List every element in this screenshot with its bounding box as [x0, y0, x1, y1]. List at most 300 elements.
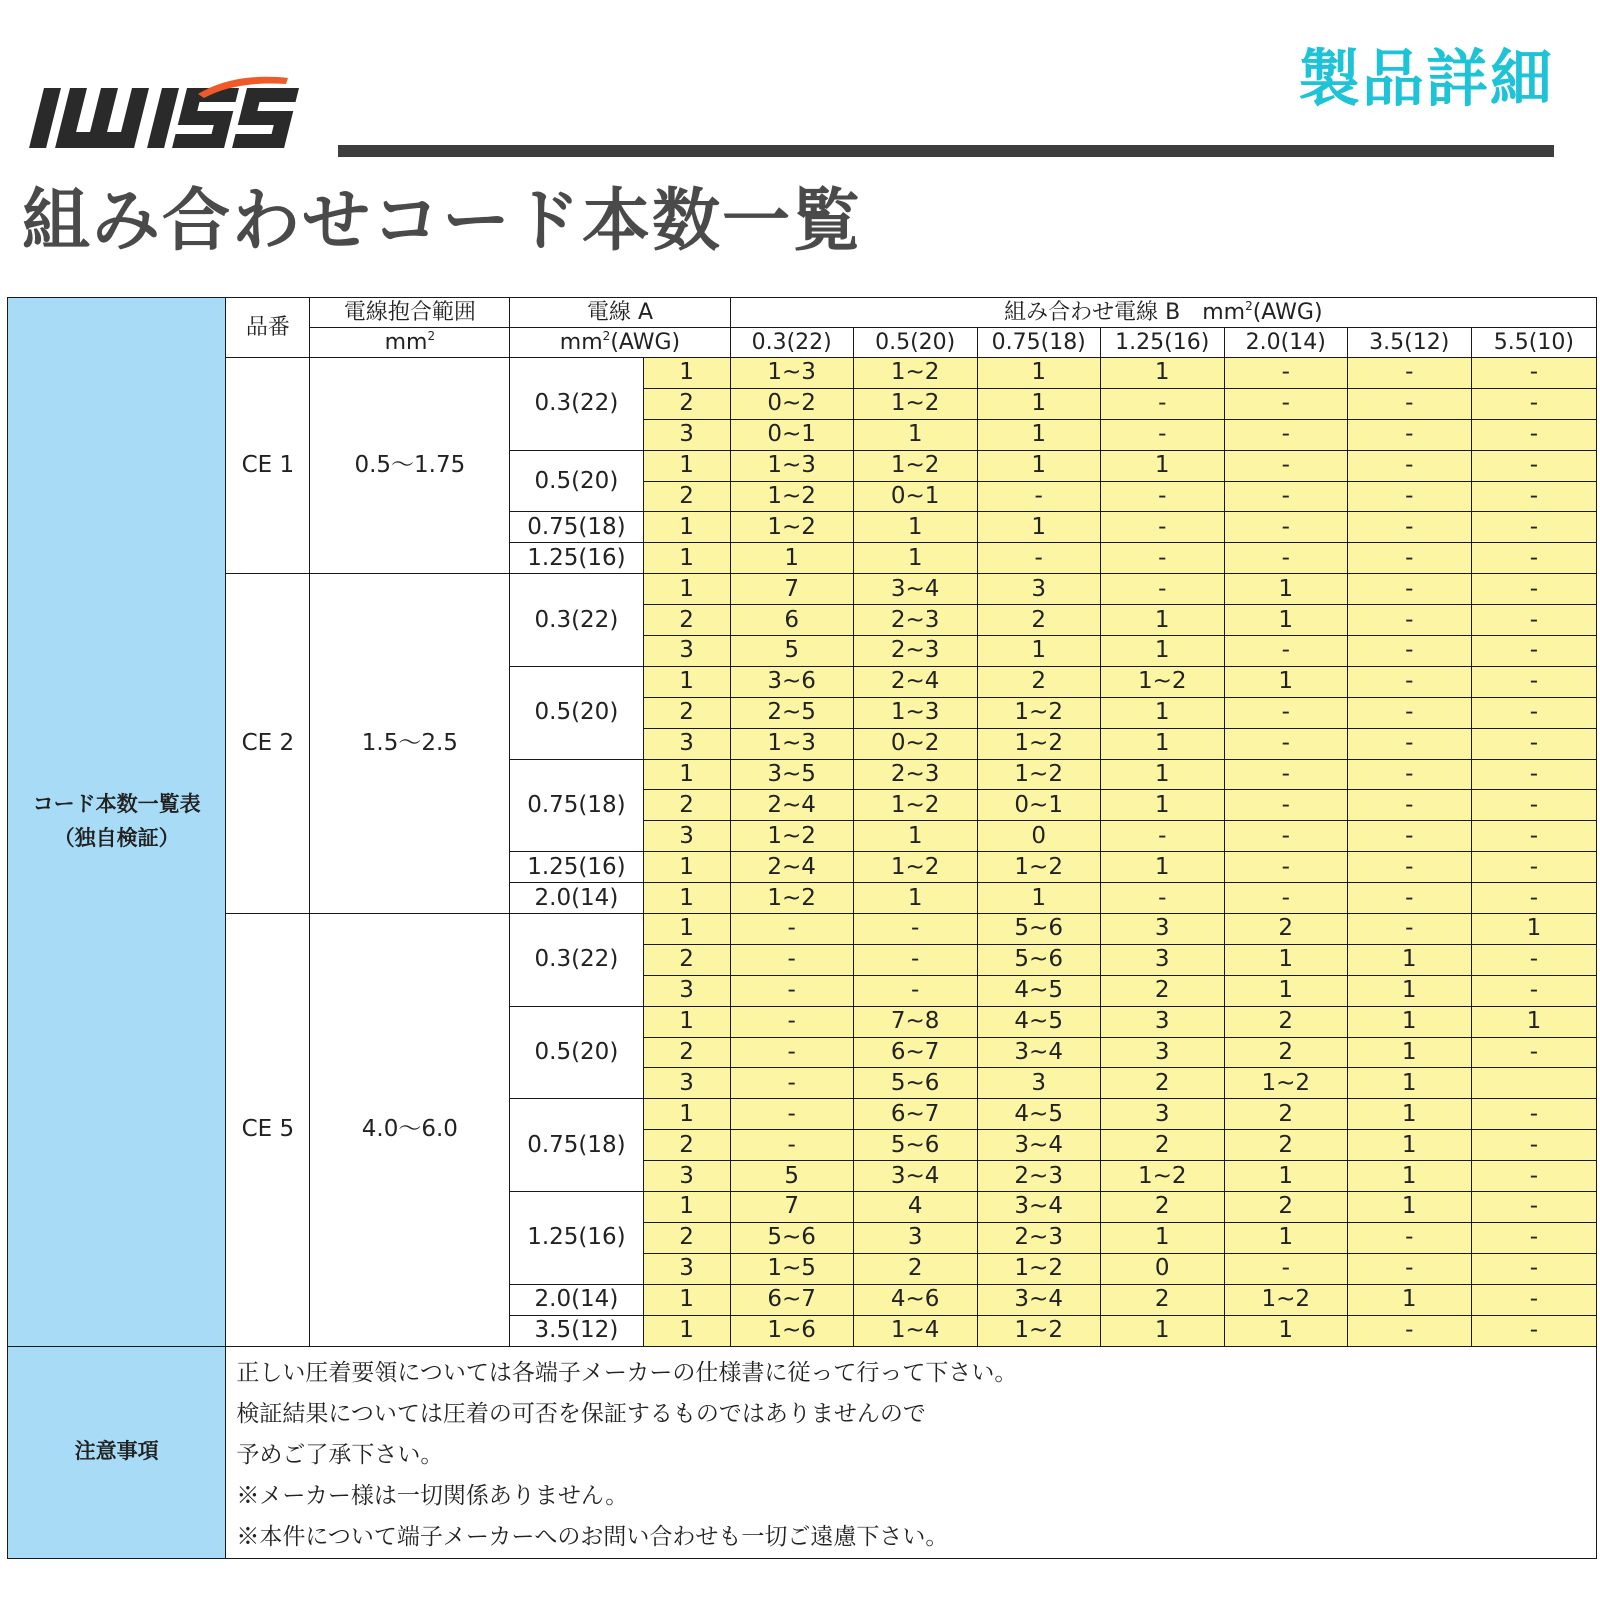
value-cell: 2: [1224, 1006, 1347, 1037]
value-cell: 1: [1224, 605, 1347, 636]
value-cell: 0~2: [853, 728, 977, 759]
value-cell: 1: [977, 636, 1100, 667]
value-cell: -: [1224, 450, 1347, 481]
value-cell: 2: [1224, 1192, 1347, 1223]
value-cell: 5~6: [730, 1222, 853, 1253]
count-cell: 1: [643, 574, 730, 605]
count-cell: 1: [643, 852, 730, 883]
count-cell: 1: [643, 1192, 730, 1223]
table-row: [8, 358, 1597, 389]
value-cell: -: [1224, 543, 1347, 574]
value-cell: -: [1347, 697, 1471, 728]
value-cell: -: [1100, 419, 1224, 450]
header-wire-b-awg: (AWG): [1252, 299, 1323, 325]
count-cell: 3: [643, 728, 730, 759]
value-cell: 2: [977, 605, 1100, 636]
value-cell: 1: [1100, 790, 1224, 821]
value-cell: 1~2: [730, 821, 853, 852]
value-cell: 5~6: [977, 944, 1100, 975]
header-range: 電線抱合範囲: [310, 298, 510, 328]
value-cell: -: [1347, 852, 1471, 883]
value-cell: 1~2: [730, 512, 853, 543]
count-cell: 2: [643, 697, 730, 728]
value-cell: 1~5: [730, 1253, 853, 1284]
value-cell: 1: [1224, 574, 1347, 605]
wire-a-cell: 0.3(22): [510, 914, 643, 1007]
wire-a-cell: 1.25(16): [510, 543, 643, 574]
value-cell: -: [1224, 821, 1347, 852]
combination-table: [7, 297, 1597, 1559]
note-line: 正しい圧着要領については各端子メーカーの仕様書に従って行って下さい。: [236, 1359, 1018, 1386]
value-cell: -: [1347, 883, 1471, 914]
value-cell: -: [1100, 574, 1224, 605]
value-cell: -: [1100, 388, 1224, 419]
value-cell: -: [1224, 759, 1347, 790]
value-cell: 5~6: [853, 1068, 977, 1099]
value-cell: 1: [977, 358, 1100, 389]
value-cell: 0: [977, 821, 1100, 852]
value-cell: 2: [1224, 914, 1347, 945]
wire-a-unit-awg: (AWG): [610, 329, 681, 355]
value-cell: -: [1471, 759, 1596, 790]
model-cell: CE 2: [226, 574, 310, 914]
value-cell: -: [853, 914, 977, 945]
value-cell: 1~2: [730, 481, 853, 512]
value-cell: 1: [853, 512, 977, 543]
value-cell: 1: [1347, 1192, 1471, 1223]
range-cell: 4.0〜6.0: [310, 914, 510, 1346]
value-cell: -: [1100, 821, 1224, 852]
value-cell: -: [1471, 821, 1596, 852]
value-cell: 1: [1224, 1315, 1347, 1346]
wire-a-cell: 0.75(18): [510, 759, 643, 852]
value-cell: -: [730, 1068, 853, 1099]
value-cell: 6: [730, 605, 853, 636]
value-cell: 2: [853, 1253, 977, 1284]
value-cell: -: [1471, 574, 1596, 605]
value-cell: 1~2: [853, 388, 977, 419]
value-cell: 3: [1100, 1099, 1224, 1130]
value-cell: 1~2: [977, 697, 1100, 728]
value-cell: 1~2: [977, 1253, 1100, 1284]
range-unit-text: mm: [384, 329, 428, 355]
value-cell: 1: [1100, 697, 1224, 728]
value-cell: 1~2: [977, 1315, 1100, 1346]
count-cell: 2: [643, 1037, 730, 1068]
value-cell: 1: [1100, 605, 1224, 636]
value-cell: -: [1471, 1315, 1596, 1346]
value-cell: 1: [730, 543, 853, 574]
table-row: [8, 574, 1597, 605]
value-cell: 2: [1100, 1192, 1224, 1223]
value-cell: -: [1224, 852, 1347, 883]
value-cell: -: [1471, 944, 1596, 975]
value-cell: -: [977, 543, 1100, 574]
value-cell: -: [1471, 1130, 1596, 1161]
note-line: ※メーカー様は一切関係ありません。: [236, 1482, 629, 1509]
value-cell: -: [1471, 388, 1596, 419]
count-cell: 1: [643, 1315, 730, 1346]
value-cell: 2~3: [853, 605, 977, 636]
value-cell: 0: [1100, 1253, 1224, 1284]
value-cell: -: [730, 1037, 853, 1068]
value-cell: 2: [1100, 1068, 1224, 1099]
value-cell: -: [1347, 821, 1471, 852]
count-cell: 3: [643, 1253, 730, 1284]
value-cell: -: [1224, 512, 1347, 543]
notes-text: [226, 1346, 1597, 1558]
count-cell: 1: [643, 759, 730, 790]
value-cell: 7~8: [853, 1006, 977, 1037]
value-cell: 3: [977, 1068, 1100, 1099]
value-cell: 3~6: [730, 666, 853, 697]
value-cell: 1: [977, 883, 1100, 914]
value-cell: -: [1347, 358, 1471, 389]
value-cell: 2~3: [853, 759, 977, 790]
value-cell: -: [1224, 419, 1347, 450]
value-cell: -: [1224, 1253, 1347, 1284]
value-cell: -: [1347, 914, 1471, 945]
value-cell: 2: [1224, 1037, 1347, 1068]
wire-a-cell: 0.75(18): [510, 512, 643, 543]
value-cell: -: [1471, 419, 1596, 450]
value-cell: 1~2: [1100, 1161, 1224, 1192]
value-cell: 1: [1224, 1222, 1347, 1253]
value-cell: 3~4: [977, 1192, 1100, 1223]
header-b-column: 5.5(10): [1471, 328, 1596, 358]
value-cell: 1~2: [977, 728, 1100, 759]
value-cell: 1~2: [1224, 1068, 1347, 1099]
value-cell: -: [1347, 388, 1471, 419]
value-cell: 2~3: [977, 1161, 1100, 1192]
value-cell: 5: [730, 1161, 853, 1192]
note-line: ※本件について端子メーカーへのお問い合わせも一切ご遠慮下さい。: [236, 1523, 949, 1550]
value-cell: 2~4: [853, 666, 977, 697]
value-cell: -: [1471, 1253, 1596, 1284]
value-cell: 1: [977, 512, 1100, 543]
count-cell: 1: [643, 883, 730, 914]
wire-a-cell: 0.5(20): [510, 450, 643, 512]
value-cell: 6~7: [853, 1037, 977, 1068]
value-cell: 1: [1224, 944, 1347, 975]
value-cell: 3~4: [977, 1037, 1100, 1068]
product-details-badge: 製品詳細: [1297, 42, 1554, 115]
value-cell: 2: [1100, 1284, 1224, 1315]
value-cell: 1: [1471, 914, 1596, 945]
value-cell: 1~2: [853, 450, 977, 481]
value-cell: 1: [1224, 975, 1347, 1006]
value-cell: -: [1100, 481, 1224, 512]
count-cell: 2: [643, 944, 730, 975]
value-cell: 5: [730, 636, 853, 667]
value-cell: 3~4: [977, 1284, 1100, 1315]
value-cell: 1: [1100, 852, 1224, 883]
wire-a-cell: 1.25(16): [510, 852, 643, 883]
value-cell: 1~4: [853, 1315, 977, 1346]
value-cell: -: [1347, 450, 1471, 481]
count-cell: 3: [643, 1161, 730, 1192]
value-cell: -: [1471, 512, 1596, 543]
value-cell: 1~2: [853, 790, 977, 821]
value-cell: 0~2: [730, 388, 853, 419]
value-cell: -: [1347, 1315, 1471, 1346]
count-cell: 3: [643, 1068, 730, 1099]
header-wire-a-unit: [510, 328, 730, 358]
value-cell: 7: [730, 574, 853, 605]
count-cell: 1: [643, 914, 730, 945]
value-cell: 5~6: [853, 1130, 977, 1161]
range-cell: 1.5〜2.5: [310, 574, 510, 914]
wire-a-cell: 0.5(20): [510, 666, 643, 759]
count-cell: 1: [643, 450, 730, 481]
value-cell: 3~4: [853, 1161, 977, 1192]
count-cell: 2: [643, 1222, 730, 1253]
header-rule: [338, 145, 1554, 157]
wire-a-cell: 0.3(22): [510, 574, 643, 667]
value-cell: -: [1471, 358, 1596, 389]
count-cell: 1: [643, 666, 730, 697]
value-cell: 1~2: [977, 852, 1100, 883]
value-cell: 1: [1347, 1130, 1471, 1161]
value-cell: -: [730, 1006, 853, 1037]
value-cell: -: [1471, 975, 1596, 1006]
value-cell: 6~7: [853, 1099, 977, 1130]
value-cell: -: [1347, 512, 1471, 543]
superscript-2: 2: [427, 328, 436, 343]
value-cell: 4~5: [977, 1006, 1100, 1037]
wire-a-cell: 0.5(20): [510, 1006, 643, 1099]
range-cell: 0.5〜1.75: [310, 358, 510, 574]
value-cell: -: [1347, 1253, 1471, 1284]
value-cell: -: [853, 975, 977, 1006]
header-b-column: 3.5(12): [1347, 328, 1471, 358]
value-cell: 2~3: [853, 636, 977, 667]
header-model: 品番: [226, 298, 310, 358]
value-cell: 1~2: [1224, 1284, 1347, 1315]
value-cell: -: [1471, 636, 1596, 667]
header-b-column: 0.3(22): [730, 328, 853, 358]
side-label-line: （独自検証）: [53, 825, 180, 850]
value-cell: 2: [1224, 1130, 1347, 1161]
iwiss-logo: [26, 72, 316, 162]
value-cell: 1: [1100, 636, 1224, 667]
value-cell: 1: [977, 388, 1100, 419]
value-cell: -: [1224, 481, 1347, 512]
value-cell: -: [1347, 666, 1471, 697]
count-cell: 2: [643, 1130, 730, 1161]
value-cell: 1~3: [730, 728, 853, 759]
header-wire-b: [730, 298, 1596, 328]
value-cell: -: [1224, 728, 1347, 759]
value-cell: 1: [1347, 1099, 1471, 1130]
notes-label: 注意事項: [8, 1346, 226, 1558]
value-cell: -: [1224, 697, 1347, 728]
value-cell: 1: [1347, 975, 1471, 1006]
header-wire-b-text: 組み合わせ電線 B mm: [1004, 299, 1246, 325]
side-label: [8, 298, 226, 1347]
value-cell: 1: [1100, 728, 1224, 759]
value-cell: -: [1347, 728, 1471, 759]
value-cell: -: [1471, 666, 1596, 697]
count-cell: 1: [643, 358, 730, 389]
value-cell: 4: [853, 1192, 977, 1223]
value-cell: -: [1471, 697, 1596, 728]
value-cell: 1~2: [853, 852, 977, 883]
value-cell: -: [1224, 358, 1347, 389]
value-cell: 1~3: [730, 358, 853, 389]
wire-a-cell: 0.75(18): [510, 1099, 643, 1192]
value-cell: 1~2: [730, 883, 853, 914]
header-b-column: 0.75(18): [977, 328, 1100, 358]
value-cell: -: [1471, 1222, 1596, 1253]
value-cell: 1: [1100, 759, 1224, 790]
count-cell: 2: [643, 605, 730, 636]
count-cell: 2: [643, 790, 730, 821]
value-cell: 1: [1471, 1006, 1596, 1037]
value-cell: 2~5: [730, 697, 853, 728]
count-cell: 3: [643, 419, 730, 450]
value-cell: 1: [853, 883, 977, 914]
value-cell: 2: [1100, 975, 1224, 1006]
value-cell: -: [1224, 790, 1347, 821]
value-cell: 3: [1100, 1006, 1224, 1037]
value-cell: 2: [977, 666, 1100, 697]
value-cell: 3~5: [730, 759, 853, 790]
value-cell: 1~2: [853, 358, 977, 389]
count-cell: 2: [643, 388, 730, 419]
value-cell: 4~5: [977, 1099, 1100, 1130]
side-label-line: コード本数一覧表: [32, 792, 201, 817]
wire-a-cell: 0.3(22): [510, 358, 643, 451]
value-cell: -: [1100, 512, 1224, 543]
value-cell: 2: [1224, 1099, 1347, 1130]
value-cell: 1: [977, 450, 1100, 481]
value-cell: 4~5: [977, 975, 1100, 1006]
header-range-unit: [310, 328, 510, 358]
wire-a-cell: 3.5(12): [510, 1315, 643, 1346]
value-cell: -: [1471, 1037, 1596, 1068]
value-cell: -: [1471, 852, 1596, 883]
count-cell: 1: [643, 1284, 730, 1315]
value-cell: 2~4: [730, 852, 853, 883]
value-cell: 1: [853, 821, 977, 852]
value-cell: 1: [1100, 358, 1224, 389]
value-cell: -: [1471, 450, 1596, 481]
value-cell: -: [977, 481, 1100, 512]
value-cell: -: [1100, 543, 1224, 574]
value-cell: -: [1347, 419, 1471, 450]
value-cell: 1: [1347, 1037, 1471, 1068]
value-cell: -: [1347, 636, 1471, 667]
value-cell: 1: [1347, 944, 1471, 975]
model-cell: CE 1: [226, 358, 310, 574]
value-cell: 5~6: [977, 914, 1100, 945]
value-cell: 1: [1100, 1315, 1224, 1346]
wire-a-cell: 2.0(14): [510, 1284, 643, 1315]
value-cell: 3: [853, 1222, 977, 1253]
count-cell: 1: [643, 512, 730, 543]
value-cell: -: [1471, 883, 1596, 914]
count-cell: 1: [643, 543, 730, 574]
value-cell: 2~4: [730, 790, 853, 821]
value-cell: -: [1471, 543, 1596, 574]
value-cell: 1: [1347, 1068, 1471, 1099]
value-cell: 1: [1347, 1006, 1471, 1037]
wire-a-cell: 1.25(16): [510, 1192, 643, 1285]
value-cell: 7: [730, 1192, 853, 1223]
note-line: 予めご了承下さい。: [236, 1441, 444, 1468]
count-cell: 3: [643, 636, 730, 667]
value-cell: 4~6: [853, 1284, 977, 1315]
value-cell: 3~4: [853, 574, 977, 605]
value-cell: 1: [1100, 1222, 1224, 1253]
value-cell: 1: [853, 543, 977, 574]
count-cell: 3: [643, 975, 730, 1006]
note-line: 検証結果については圧着の可否を保証するものではありませんので: [236, 1400, 926, 1427]
header-b-column: 2.0(14): [1224, 328, 1347, 358]
value-cell: 1~3: [853, 697, 977, 728]
value-cell: -: [853, 944, 977, 975]
header-b-column: 1.25(16): [1100, 328, 1224, 358]
value-cell: -: [1347, 605, 1471, 636]
value-cell: 1: [1100, 450, 1224, 481]
value-cell: -: [1347, 574, 1471, 605]
model-cell: CE 5: [226, 914, 310, 1346]
value-cell: 1~2: [977, 759, 1100, 790]
value-cell: -: [1100, 883, 1224, 914]
value-cell: -: [1347, 481, 1471, 512]
value-cell: [1471, 1068, 1596, 1099]
value-cell: -: [730, 944, 853, 975]
value-cell: -: [1471, 1099, 1596, 1130]
value-cell: -: [1471, 1192, 1596, 1223]
count-cell: 1: [643, 1099, 730, 1130]
value-cell: 1~2: [1100, 666, 1224, 697]
count-cell: 3: [643, 821, 730, 852]
wire-a-cell: 2.0(14): [510, 883, 643, 914]
value-cell: -: [1347, 1222, 1471, 1253]
value-cell: -: [1224, 883, 1347, 914]
value-cell: -: [1471, 1284, 1596, 1315]
superscript-2: 2: [1245, 298, 1253, 313]
value-cell: -: [1471, 605, 1596, 636]
value-cell: -: [1347, 759, 1471, 790]
value-cell: 0~1: [853, 481, 977, 512]
value-cell: -: [1471, 728, 1596, 759]
value-cell: 0~1: [977, 790, 1100, 821]
value-cell: 2~3: [977, 1222, 1100, 1253]
header-wire-a: 電線 A: [510, 298, 730, 328]
value-cell: 1: [853, 419, 977, 450]
value-cell: -: [1347, 543, 1471, 574]
value-cell: 2: [1100, 1130, 1224, 1161]
value-cell: -: [1347, 790, 1471, 821]
value-cell: -: [1471, 1161, 1596, 1192]
value-cell: 3: [1100, 1037, 1224, 1068]
superscript-2: 2: [602, 328, 611, 343]
value-cell: -: [730, 975, 853, 1006]
value-cell: 1~3: [730, 450, 853, 481]
value-cell: 6~7: [730, 1284, 853, 1315]
value-cell: 3~4: [977, 1130, 1100, 1161]
wire-a-unit-text: mm: [559, 329, 603, 355]
value-cell: -: [1224, 388, 1347, 419]
value-cell: 3: [1100, 944, 1224, 975]
value-cell: 1: [1347, 1284, 1471, 1315]
value-cell: 1: [1224, 666, 1347, 697]
count-cell: 1: [643, 1006, 730, 1037]
value-cell: -: [1471, 481, 1596, 512]
